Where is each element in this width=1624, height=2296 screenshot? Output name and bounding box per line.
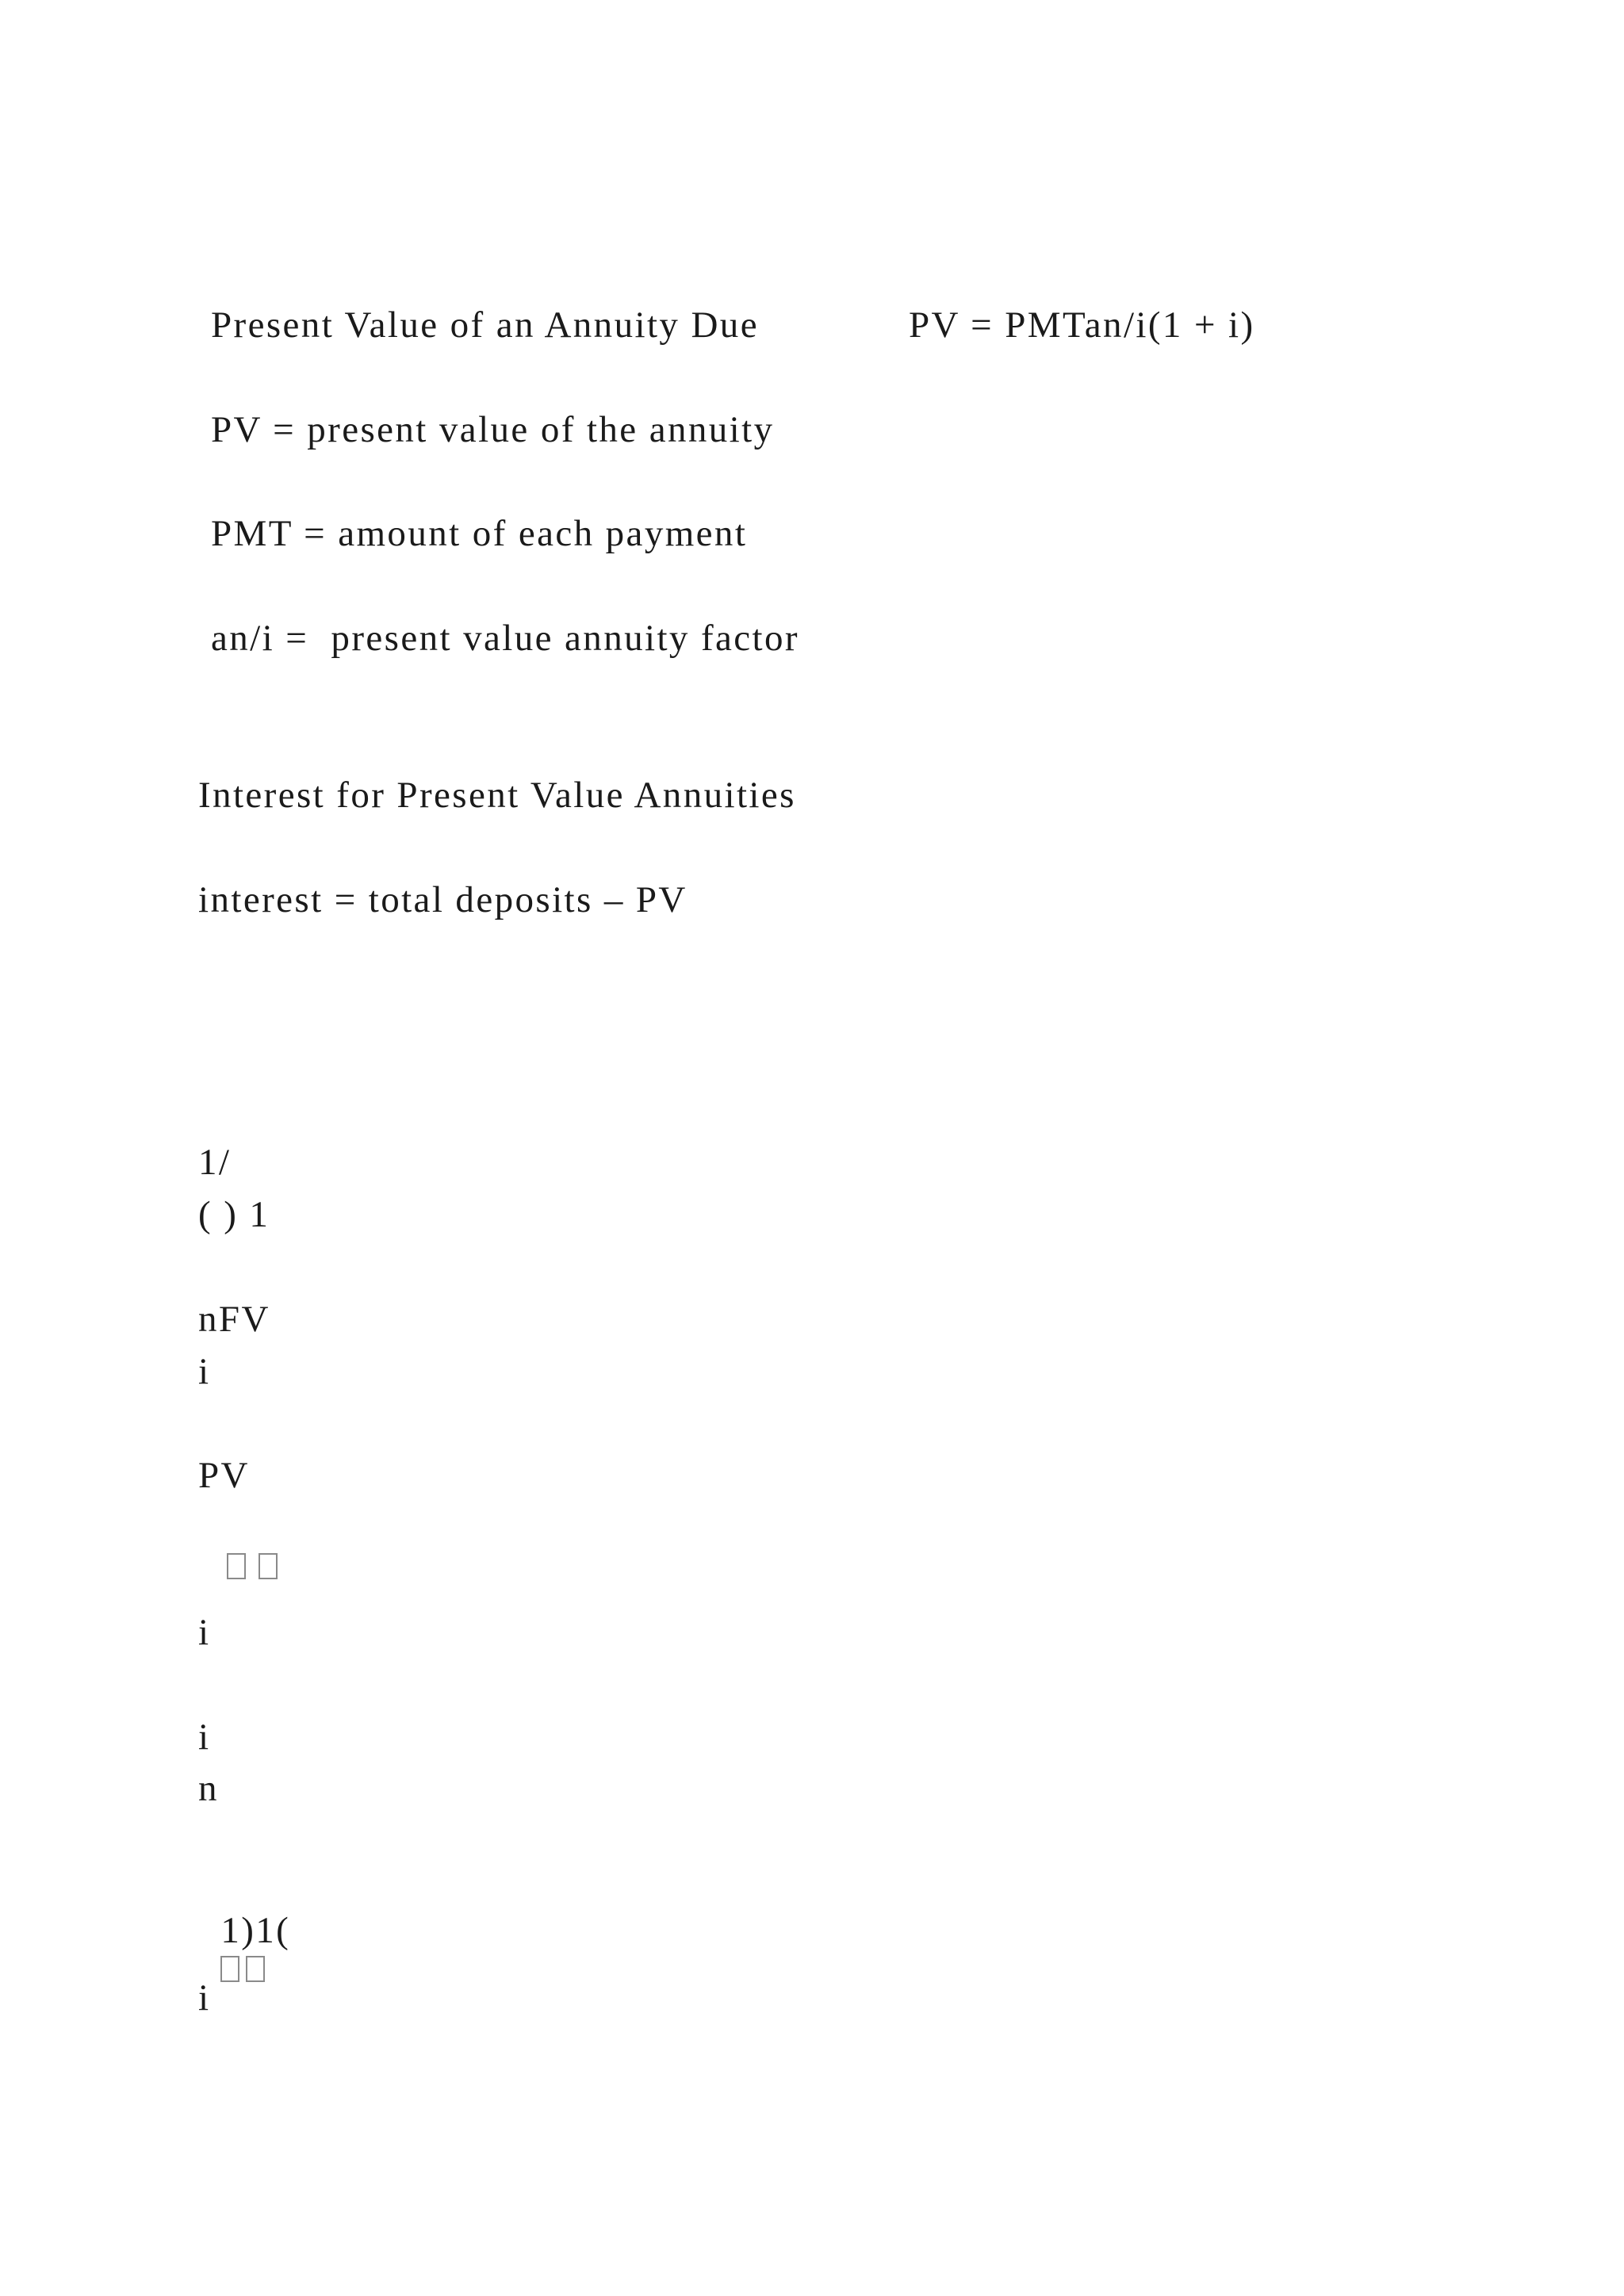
- definition-pv: PV = present value of the annuity: [211, 409, 775, 450]
- definition-pmt: PMT = amount of each payment: [211, 513, 748, 554]
- interest-formula: interest = total deposits – PV: [198, 879, 688, 920]
- missing-glyph-icon: [220, 1956, 239, 1982]
- equation-fragment: ( ) 1: [198, 1194, 270, 1235]
- equation-fragment: PV: [198, 1455, 250, 1496]
- interest-section-title: Interest for Present Value Annuities: [198, 775, 796, 816]
- equation-fragment: i: [198, 1977, 211, 2019]
- equation-fragment: i: [198, 1612, 211, 1653]
- equation-fragment: 1/: [198, 1142, 232, 1183]
- missing-glyph-group: [205, 1510, 278, 1584]
- missing-glyph-icon: [259, 1553, 278, 1579]
- definition-annuity-factor: an/i = present value annuity factor: [211, 618, 799, 659]
- equation-fragment: i: [198, 1716, 211, 1758]
- missing-glyph-icon: [246, 1956, 265, 1982]
- equation-fragment: 1)1(: [220, 1910, 291, 1951]
- equation-fragment: n: [198, 1768, 219, 1809]
- missing-glyph-icon: [227, 1553, 246, 1579]
- annuity-due-formula: PV = PMTan/i(1 + i): [909, 304, 1255, 346]
- annuity-due-title: Present Value of an Annuity Due: [211, 304, 759, 346]
- equation-fragment: nFV: [198, 1299, 270, 1340]
- equation-fragment: i: [198, 1351, 211, 1392]
- equation-fragment-row: [198, 1875, 290, 1987]
